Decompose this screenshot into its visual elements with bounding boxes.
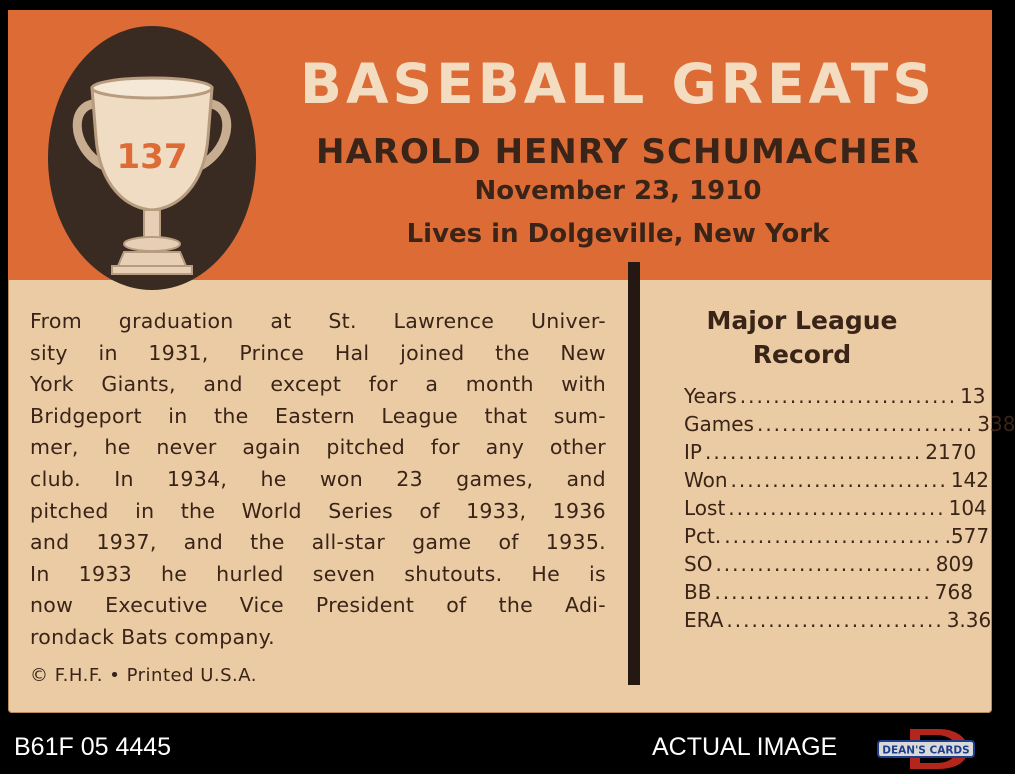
stat-row: IP .......................... 2170 (684, 440, 977, 464)
bio-line: Bridgeport in the Eastern League that sum- (30, 403, 606, 428)
player-name: HAROLD HENRY SCHUMACHER (316, 132, 920, 172)
stat-label: Pct. (684, 524, 722, 548)
baseball-card-back (8, 10, 1015, 713)
column-divider (628, 262, 640, 685)
record-title-line1: Major League (706, 306, 898, 335)
stat-value: 338 (977, 412, 1015, 436)
bio-line: and 1937, and the all-star game of 1935. (30, 530, 606, 555)
stat-label: Lost (684, 496, 726, 520)
stat-row: Games .......................... 338 (684, 412, 1015, 436)
stats-table (684, 382, 1015, 634)
stat-label: BB (684, 580, 712, 604)
bio-line: sity in 1931, Prince Hal joined the New (30, 340, 606, 365)
bio-line: York Giants, and except for a month with (30, 372, 606, 397)
biography (30, 306, 606, 654)
stat-row: Years .......................... 13 (684, 384, 986, 408)
bio-line: now Executive Vice President of the Adi- (30, 593, 606, 618)
stat-label: IP (684, 440, 702, 464)
bio-line: From graduation at St. Lawrence Univer- (30, 309, 606, 333)
svg-text:DEAN'S CARDS: DEAN'S CARDS (882, 744, 970, 757)
residence: Lives in Dolgeville, New York (406, 219, 830, 249)
stat-row: Lost .......................... 104 (684, 496, 987, 520)
stat-row: ERA .......................... 3.36 (684, 608, 992, 632)
stat-value: 809 (935, 552, 974, 576)
stat-value: 3.36 (946, 608, 992, 632)
stat-value: 104 (948, 496, 987, 520)
copyright-line: © F.H.F. • Printed U.S.A. (30, 665, 257, 686)
birth-date: November 23, 1910 (474, 176, 762, 206)
trophy-icon (48, 26, 256, 290)
actual-image-label: ACTUAL IMAGE (652, 733, 838, 761)
record-title-line2: Record (752, 340, 852, 369)
card-number: 137 (116, 137, 188, 177)
stat-value: 13 (960, 384, 986, 408)
bio-line: In 1933 he hurled seven shutouts. He is (30, 561, 606, 586)
stat-label: Won (684, 468, 728, 492)
stat-row: BB .......................... 768 (684, 580, 973, 604)
stat-value: 142 (950, 468, 989, 492)
bio-line: pitched in the World Series of 1933, 1936 (30, 498, 606, 523)
serial-number: B61F 05 4445 (14, 733, 172, 761)
deans-cards-logo-icon (876, 727, 976, 771)
stat-label: Years (684, 384, 737, 408)
stat-row: Pct. .......................... .577 (684, 524, 990, 548)
bio-line: mer, he never again pitched for any other (30, 435, 606, 460)
stat-label: ERA (684, 608, 724, 632)
card-title: BASEBALL GREATS (300, 52, 936, 116)
stat-label: SO (684, 552, 713, 576)
stat-value: 2170 (925, 440, 977, 464)
bio-line: club. In 1934, he won 23 games, and (30, 466, 606, 491)
stat-row: SO .......................... 809 (684, 552, 974, 576)
stat-value: .577 (944, 524, 990, 548)
stat-value: 768 (934, 580, 973, 604)
record-title (668, 304, 936, 372)
bio-line: rondack Bats company. (30, 624, 275, 649)
stat-row: Won .......................... 142 (684, 468, 989, 492)
stat-label: Games (684, 412, 754, 436)
